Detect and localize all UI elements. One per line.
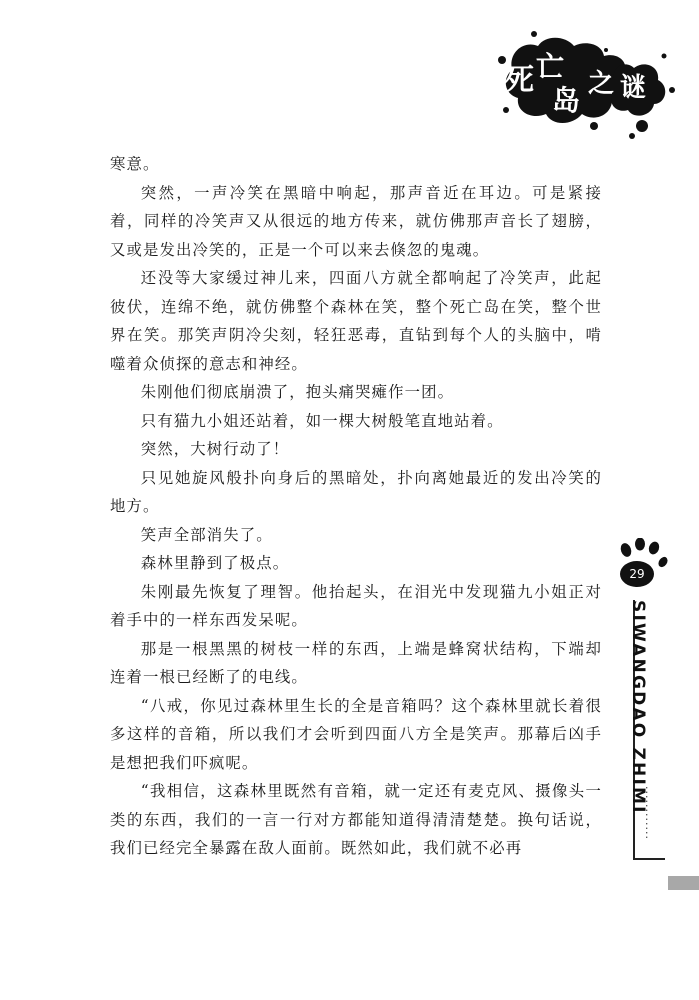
paragraph: 只有猫九小姐还站着，如一棵大树般笔直地站着。	[140, 411, 504, 430]
paragraph: 朱刚最先恢复了理智。他抬起头，在泪光中发现猫九小姐正对着手中的一样东西发呆呢。	[110, 582, 602, 629]
sidebar-rule-bottom	[633, 858, 665, 860]
paragraph: “八戒，你见过森林里生长的全是音箱吗？这个森林里就长着很多这样的音箱，所以我们才会听到四面八方全是笑声。那幕后凶手是想把我们吓疯呢。	[110, 696, 602, 772]
svg-text:岛: 岛	[552, 84, 581, 117]
paragraph: 森林里静到了极点。	[140, 554, 290, 572]
svg-text:之: 之	[588, 69, 615, 99]
paragraph: “我相信，这森林里既然有音箱，就一定还有麦克风、摄像头一类的东西，我们的一言一行对方都能知道得清清楚楚。换句话说，我们已经完全暴露在敌人面前。既然如此，我们就不必再	[110, 782, 602, 857]
dotted-leader: ............	[643, 786, 656, 840]
paragraph: 笑声全部消失了。	[140, 525, 273, 544]
paragraph: 只见她旋风般扑向身后的黑暗处，扑向离她最近的发出冷笑的地方。	[110, 468, 602, 515]
ink-splatter-icon	[494, 30, 680, 142]
paragraph: 突然，一声冷笑在黑暗中响起，那声音近在耳边。可是紧接着，同样的冷笑声又从很远的地方传来，就仿佛那声音长了翅膀，又或是发出冷笑的，正是一个可以来去倏忽的鬼魂。	[110, 183, 602, 259]
svg-text:亡: 亡	[536, 50, 565, 83]
series-title: SIWANGDAO ZHIMI	[628, 600, 648, 815]
paragraph: 还没等大家缓过神儿来，四面八方就全都响起了冷笑声，此起彼伏，连绵不绝，就仿佛整个森林在笑，整个死亡岛在笑，整个世界在笑。那笑声阴冷尖刻，轻狂恶毒，直钻到每个人的头脑中，啃噬着众侦探的意志和神经。	[110, 269, 602, 373]
paragraph: 寒意。	[110, 155, 160, 173]
page-number: 29	[629, 567, 645, 581]
paragraph: 那是一根黑黑的树枝一样的东西，上端是蜂窝状结构，下端却连着一根已经断了的电线。	[110, 639, 602, 686]
paragraph: 朱刚他们彻底崩溃了，抱头痛哭瘫作一团。	[140, 383, 455, 401]
svg-text:死: 死	[504, 63, 534, 98]
body-text	[110, 150, 602, 863]
book-title-logo	[494, 30, 680, 142]
svg-text:谜: 谜	[620, 73, 647, 103]
paragraph: 突然，大树行动了！	[140, 440, 290, 458]
thumb-tab	[668, 876, 699, 890]
